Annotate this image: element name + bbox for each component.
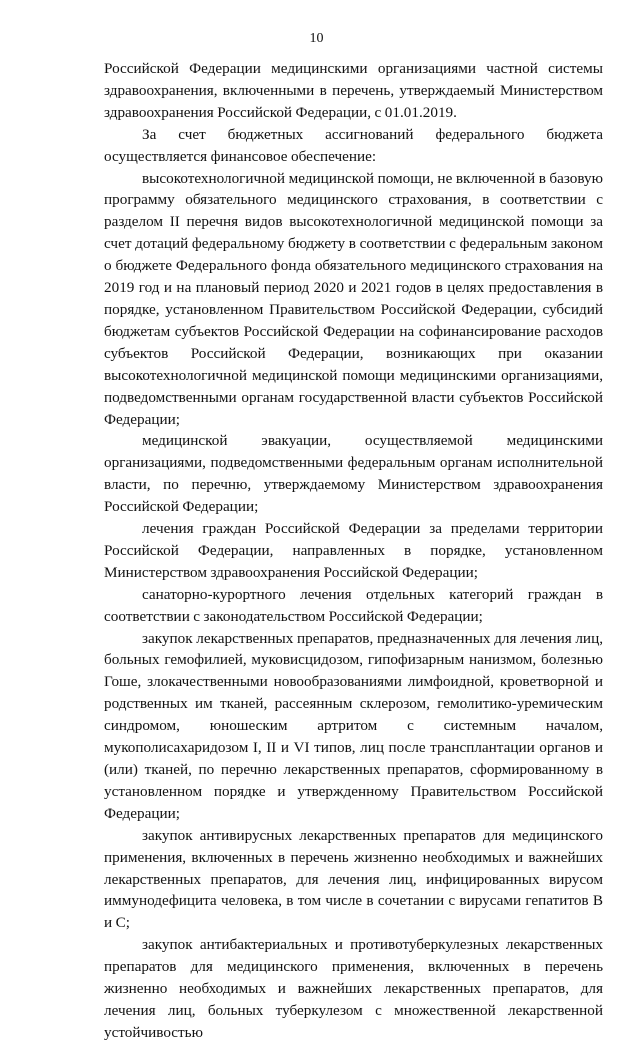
- paragraph-continuation: Российской Федерации медицинскими организациями частной системы здравоохранения, включенными в перечень, утверждаемый Министерством здравоохранения Российской Федерации, с 01.01.2019.: [104, 60, 603, 121]
- paragraph-antiviral-procurement: закупок антивирусных лекарственных препаратов для медицинского применения, включенных в перечень жизненно необходимых и важнейших лекарственных препаратов, для лечения лиц, инфицированных вирусом иммунодефицита человека, в том числе в сочетании с вирусами гепатитов В и С;: [104, 826, 603, 932]
- paragraph-high-tech-care: высокотехнологичной медицинской помощи, не включенной в базовую программу обязательного медицинского страхования, в соответствии с разделом II перечня видов высокотехнологичной медицинской помощи за счет дотаций федеральному бюджету в соответствии с федеральным законом о бюджете Федерального фонда обязательного медицинского страхования на 2019 год и на плановый период 2020 и 2021 годов в целях предоставления в порядке, установленном Правительством Российской Федерации, субсидий бюджетам субъектов Российской Федерации на софинансирование расходов субъектов Российской Федерации, возникающих при оказании высокотехнологичной медицинской помощи медицинскими организациями, подведомственными органам государственной власти субъектов Российской Федерации;: [104, 169, 603, 428]
- paragraph-treatment-abroad: лечения граждан Российской Федерации за пределами территории Российской Федерации, направленных в порядке, установленном Министерством здравоохранения Российской Федерации;: [104, 520, 603, 581]
- paragraph-federal-budget-intro: За счет бюджетных ассигнований федерального бюджета осуществляется финансовое обеспечение:: [104, 125, 603, 165]
- paragraph-antibacterial-procurement: закупок антибактериальных и противотуберкулезных лекарственных препаратов для медицинского применения, включенных в перечень жизненно необходимых и важнейших лекарственных препаратов, для лечения лиц, больных туберкулезом с множественной лекарственной устойчивостью: [104, 936, 603, 1041]
- paragraph-sanatorium-treatment: санаторно-курортного лечения отдельных категорий граждан в соответствии с законодательством Российской Федерации;: [104, 585, 603, 625]
- page-number: 10: [309, 31, 324, 46]
- paragraph-medical-evacuation: медицинской эвакуации, осуществляемой медицинскими организациями, подведомственными федеральным органам исполнительной власти, по перечню, утверждаемому Министерством здравоохранения Российской Федерации;: [104, 432, 603, 516]
- document-body: [104, 58, 603, 1044]
- paragraph-drug-procurement: закупок лекарственных препаратов, предназначенных для лечения лиц, больных гемофилией, муковисцидозом, гипофизарным нанизмом, болезнью Гоше, злокачественными новообразованиями лимфоидной, кроветворной и родственных им тканей, рассеянным склерозом, гемолитико-уремическим синдромом, юношеским артритом с системным началом, мукополисахаридозом I, II и VI типов, лиц после трансплантации органов и (или) тканей, по перечню лекарственных препаратов, сформированному в установленном порядке и утвержденному Правительством Российской Федерации;: [104, 629, 603, 822]
